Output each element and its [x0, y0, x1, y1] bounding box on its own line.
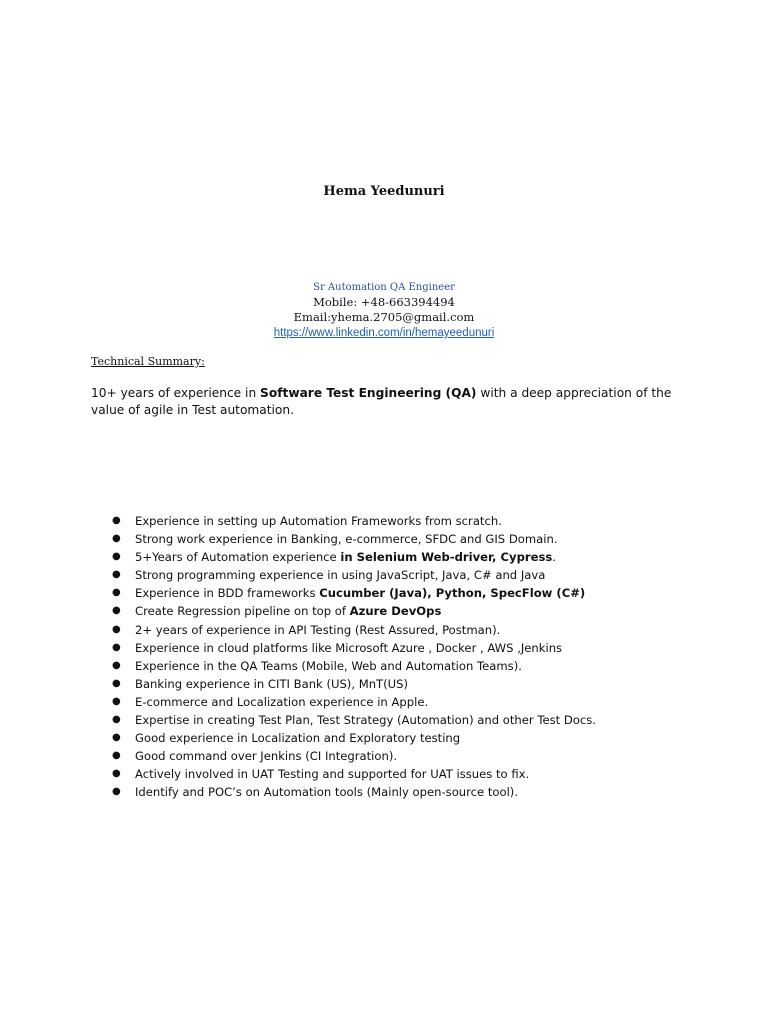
contact-block — [0, 280, 768, 340]
summary-paragraph — [91, 385, 691, 419]
list-item-bold: Azure DevOps — [349, 604, 442, 619]
list-item-text: Actively involved in UAT Testing and supported for UAT issues to fix. — [135, 767, 530, 782]
list-item — [110, 711, 730, 729]
list-item — [110, 693, 730, 711]
list-item — [110, 675, 730, 693]
list-item — [110, 566, 730, 584]
summary-text-start: 10+ years of experience in — [91, 386, 261, 400]
list-item-suffix: . — [552, 550, 556, 565]
bullet-icon: ● — [112, 587, 121, 599]
list-item-bold: Cucumber (Java), Python, SpecFlow (C#) — [319, 586, 586, 601]
list-item-text: Strong work experience in Banking, e-commerce, SFDC and GIS Domain. — [135, 532, 558, 547]
list-item-text: Expertise in creating Test Plan, Test Strategy (Automation) and other Test Docs. — [135, 713, 596, 728]
list-item — [110, 530, 730, 548]
bullet-icon: ● — [112, 569, 121, 581]
job-title: Sr Automation QA Engineer — [313, 282, 455, 293]
list-item — [110, 729, 730, 747]
bullet-icon: ● — [112, 533, 121, 545]
mobile-number: Mobile: +48-663394494 — [313, 295, 455, 309]
candidate-name: Hema Yeedunuri — [323, 184, 445, 199]
list-item — [110, 747, 730, 765]
list-item — [110, 584, 730, 602]
bullet-icon: ● — [112, 551, 121, 563]
list-item — [110, 602, 730, 620]
bullet-icon: ● — [112, 732, 121, 744]
list-item — [110, 783, 730, 801]
list-item-text: Experience in BDD frameworks — [135, 586, 320, 601]
bullet-icon: ● — [112, 695, 121, 707]
list-item-text: Create Regression pipeline on top of — [135, 604, 350, 619]
bullet-icon: ● — [112, 515, 121, 526]
list-item-text: Good command over Jenkins (CI Integration). — [135, 749, 398, 764]
technical-summary-heading: Technical Summary: — [91, 355, 205, 368]
list-item — [110, 548, 730, 566]
bullet-icon: ● — [112, 641, 121, 653]
email-address: Email:yhema.2705@gmail.com — [293, 310, 475, 324]
bullet-icon: ● — [112, 659, 121, 671]
list-item-text: Strong programming experience in using JavaScript, Java, C# and Java — [135, 568, 546, 583]
list-item-text: 2+ years of experience in API Testing (Rest Assured, Postman). — [135, 622, 501, 637]
bullet-icon: ● — [112, 623, 121, 635]
summary-text-end: with a deep appreciation of the value of agile in Test automation. — [91, 386, 672, 417]
list-item-text: Identify and POC’s on Automation tools (Mainly open-source tool). — [135, 785, 519, 800]
list-item-text: Experience in cloud platforms like Microsoft Azure , Docker , AWS ,Jenkins — [135, 640, 563, 655]
list-item — [110, 765, 730, 783]
list-item-text: E-commerce and Localization experience in Apple. — [135, 694, 429, 709]
list-item — [110, 621, 730, 639]
list-item-bold: in Selenium Web-driver, Cypress — [340, 550, 553, 565]
list-item — [110, 512, 730, 530]
bullet-icon: ● — [112, 768, 121, 780]
list-item-text: Good experience in Localization and Exploratory testing — [135, 731, 461, 746]
bullet-icon: ● — [112, 677, 121, 689]
bullet-icon: ● — [112, 786, 121, 798]
bullet-icon: ● — [112, 605, 121, 617]
bullet-icon: ● — [112, 750, 121, 762]
list-item — [110, 657, 730, 675]
list-item-text: Banking experience in CITI Bank (US), MnT(US) — [135, 676, 409, 691]
bullet-icon: ● — [112, 714, 121, 726]
list-item — [110, 639, 730, 657]
list-item-text: Experience in the QA Teams (Mobile, Web and Automation Teams). — [135, 658, 522, 673]
list-item-text: Experience in setting up Automation Frameworks from scratch. — [135, 514, 502, 528]
experience-bullet-list — [110, 512, 730, 802]
summary-text-bold: Software Test Engineering (QA) — [260, 386, 477, 400]
linkedin-link[interactable]: https://www.linkedin.com/in/hemayeedunuri — [273, 327, 495, 339]
list-item-text: 5+Years of Automation experience — [135, 550, 341, 565]
